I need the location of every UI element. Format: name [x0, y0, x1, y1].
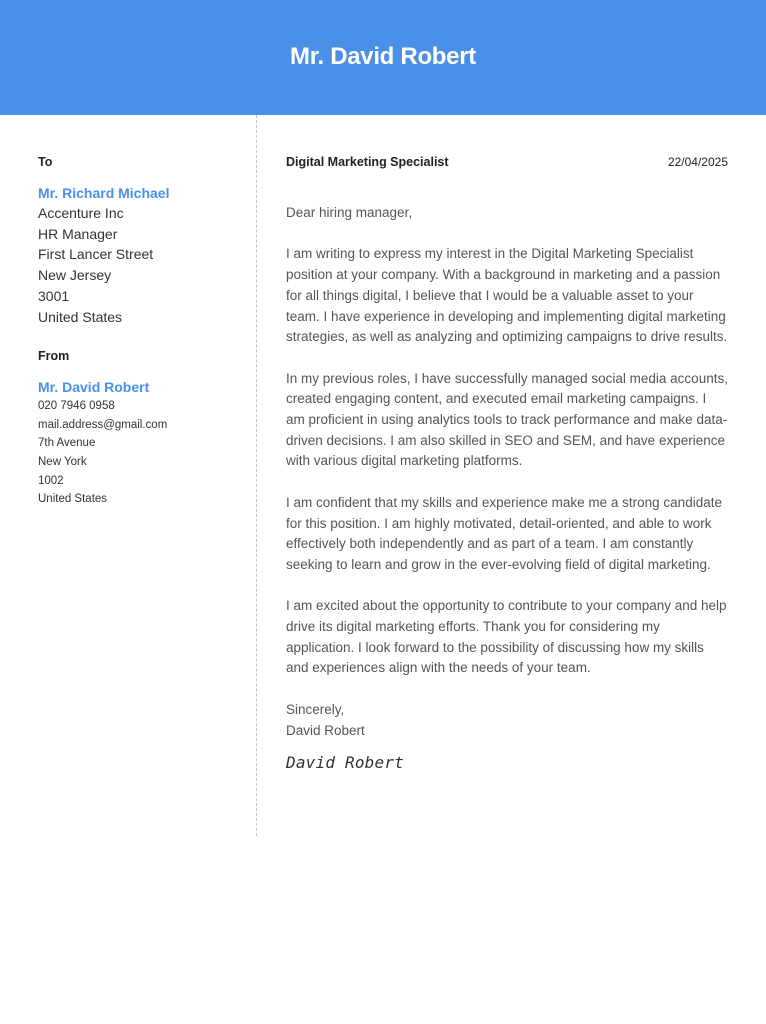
letter-body	[286, 154, 728, 772]
paragraph-1: I am writing to express my interest in the Digital Marketing Specialist position at your company. With a background in marketing and a passion for all things digital, I believe that I would be a valuable asset to your team. I have experience in developing and implementing digital marketing strategies, as well as analyzing and optimizing campaigns to drive results.	[286, 246, 728, 345]
from-heading: From	[38, 349, 70, 364]
sender-country: United States	[38, 493, 108, 506]
recipient-title: HR Manager	[38, 225, 118, 242]
sender-street: 7th Avenue	[38, 437, 96, 450]
recipient-country: United States	[38, 308, 123, 325]
sender-email: mail.address@gmail.com	[38, 418, 168, 431]
closing-block	[286, 700, 728, 741]
sender-phone: 020 7946 0958	[38, 400, 115, 413]
paragraph-2: In my previous roles, I have successfully managed social media accounts, created engaging content, and executed email marketing campaigns. I am proficient in using analytics tools to track performance and make data-driven decisions. I am also skilled in SEO and SEM, and have experience with various digital marketing platforms.	[286, 370, 728, 469]
recipient-name: Mr. Richard Michael	[38, 185, 170, 201]
header-banner	[0, 0, 766, 115]
recipient-state: New Jersey	[38, 267, 112, 284]
recipient-company: Accenture Inc	[38, 205, 124, 221]
sender-postcode: 1002	[38, 474, 64, 487]
position-title: Digital Marketing Specialist	[286, 155, 449, 169]
sender-city: New York	[38, 456, 87, 468]
address-column	[38, 154, 243, 509]
to-heading: To	[38, 155, 53, 169]
recipient-street: First Lancer Street	[38, 246, 154, 263]
sender-block	[38, 377, 243, 509]
recipient-postcode: 3001	[38, 287, 70, 304]
paragraph-3: I am confident that my skills and experience make me a strong candidate for this position. I am highly motivated, detail-oriented, and able to work effectively both independently and as part of a team. I am constantly seeking to learn and grow in the ever-evolving field of digital marketing.	[286, 494, 722, 572]
salutation: Dear hiring manager,	[286, 205, 413, 220]
letter-header-row	[286, 154, 728, 170]
recipient-block	[38, 183, 243, 327]
column-divider	[256, 115, 257, 836]
sender-name: Mr. David Robert	[38, 379, 150, 396]
signature: David Robert	[286, 753, 404, 773]
page-title: Mr. David Robert	[290, 42, 476, 70]
letter-date: 22/04/2025	[667, 155, 728, 169]
closing-line: Sincerely,	[286, 701, 345, 717]
closing-name: David Robert	[286, 722, 365, 738]
paragraph-4: I am excited about the opportunity to contribute to your company and help drive its digital marketing efforts. Thank you for considering my application. I look forward to the possibility of discussing how my skills and experiences align with the needs of your team.	[286, 598, 727, 676]
